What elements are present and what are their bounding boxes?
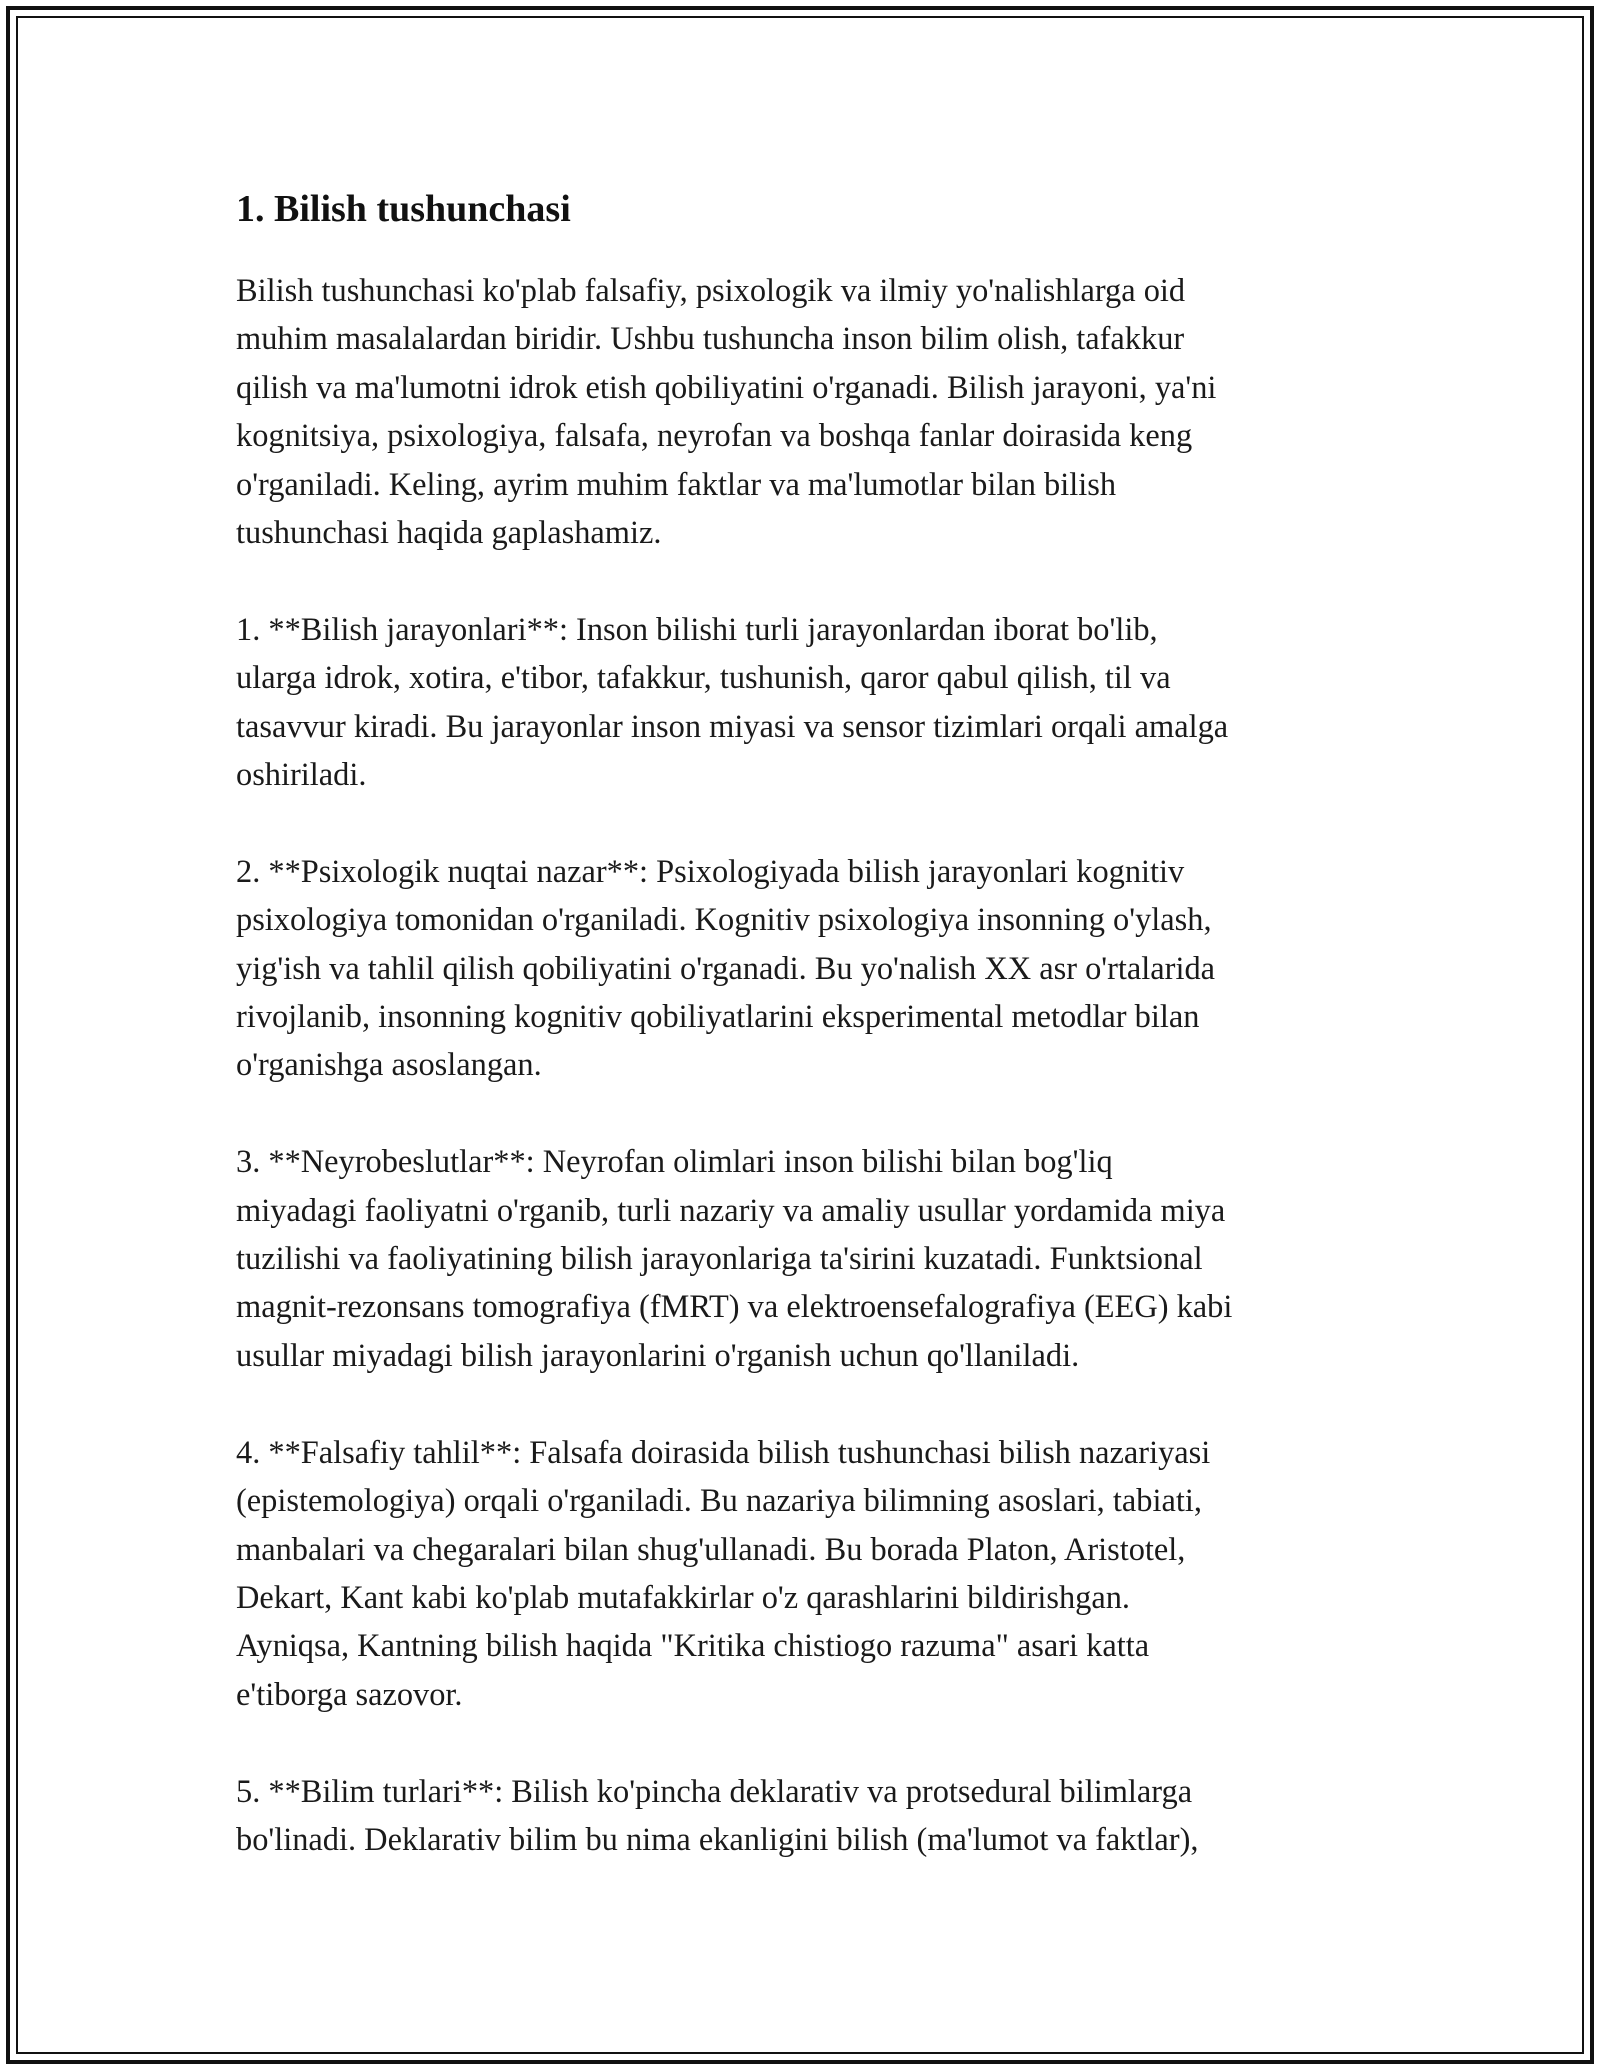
intro-paragraph: Bilish tushunchasi ko'plab falsafiy, psixologik va ilmiy yo'nalishlarga oid muhim masalalardan biridir. Ushbu tushuncha inson bilim olish, tafakkur qilish va ma'lumotni idrok etish qobiliyatini o'rganadi. Bilish jarayoni, ya'ni kognitsiya, psixologiya, falsafa, neyrofan va boshqa fanlar doirasida keng o'rganiladi. Keling, ayrim muhim faktlar va ma'lumotlar bilan bilish tushunchasi haqida gaplashamiz.	[236, 273, 1217, 552]
section-heading: 1. Bilish tushunchasi	[236, 188, 571, 230]
list-item-falsafiy-tahlil: 4. **Falsafiy tahlil**: Falsafa doirasida bilish tushunchasi bilish nazariyasi (epistemologiya) orqali o'rganiladi. Bu nazariya bilimning asoslari, tabiati, manbalari va chegaralari bilan shug'ullanadi. Bu borada Platon, Aristotel, Dekart, Kant kabi ko'plab mutafakkirlar o'z qarashlarini bildirishgan. Ayniqsa, Kantning bilish haqida "Kritika chistiogo razuma" asari katta e'tiborga sazovor.	[236, 1434, 1211, 1713]
list-item-psixologik-nuqtai-nazar: 2. **Psixologik nuqtai nazar**: Psixologiyada bilish jarayonlari kognitiv psixologiya tomonidan o'rganiladi. Kognitiv psixologiya insonning o'ylash, yig'ish va tahlil qilish qobiliyatini o'rganadi. Bu yo'nalish XX asr o'rtalarida rivojlanib, insonning kognitiv qobiliyatlarini eksperimental metodlar bilan o'rganishga asoslangan.	[236, 853, 1216, 1084]
list-item-neyrobeslutlar: 3. **Neyrobeslutlar**: Neyrofan olimlari inson bilishi bilan bog'liq miyadagi faoliyatni o'rganib, turli nazariy va amaliy usullar yordamida miya tuzilishi va faoliyatining bilish jarayonlariga ta'sirini kuzatadi. Funktsional magnit-rezonsans tomografiya (fMRT) va elektroensefalografiya (EEG) kabi usullar miyadagi bilish jarayonlarini o'rganish uchun qo'llaniladi.	[236, 1144, 1233, 1374]
document-body	[236, 185, 1386, 1864]
list-item-bilish-jarayonlari: 1. **Bilish jarayonlari**: Inson bilishi turli jarayonlardan iborat bo'lib, ularga idrok, xotira, e'tibor, tafakkur, tushunish, qaror qabul qilish, til va tasavvur kiradi. Bu jarayonlar inson miyasi va sensor tizimlari orqali amalga oshiriladi.	[236, 611, 1229, 794]
list-item-bilim-turlari: 5. **Bilim turlari**: Bilish ko'pincha deklarativ va protsedural bilimlarga bo'linadi. Deklarativ bilim bu nima ekanligini bilish (ma'lumot va faktlar),	[236, 1773, 1199, 1858]
